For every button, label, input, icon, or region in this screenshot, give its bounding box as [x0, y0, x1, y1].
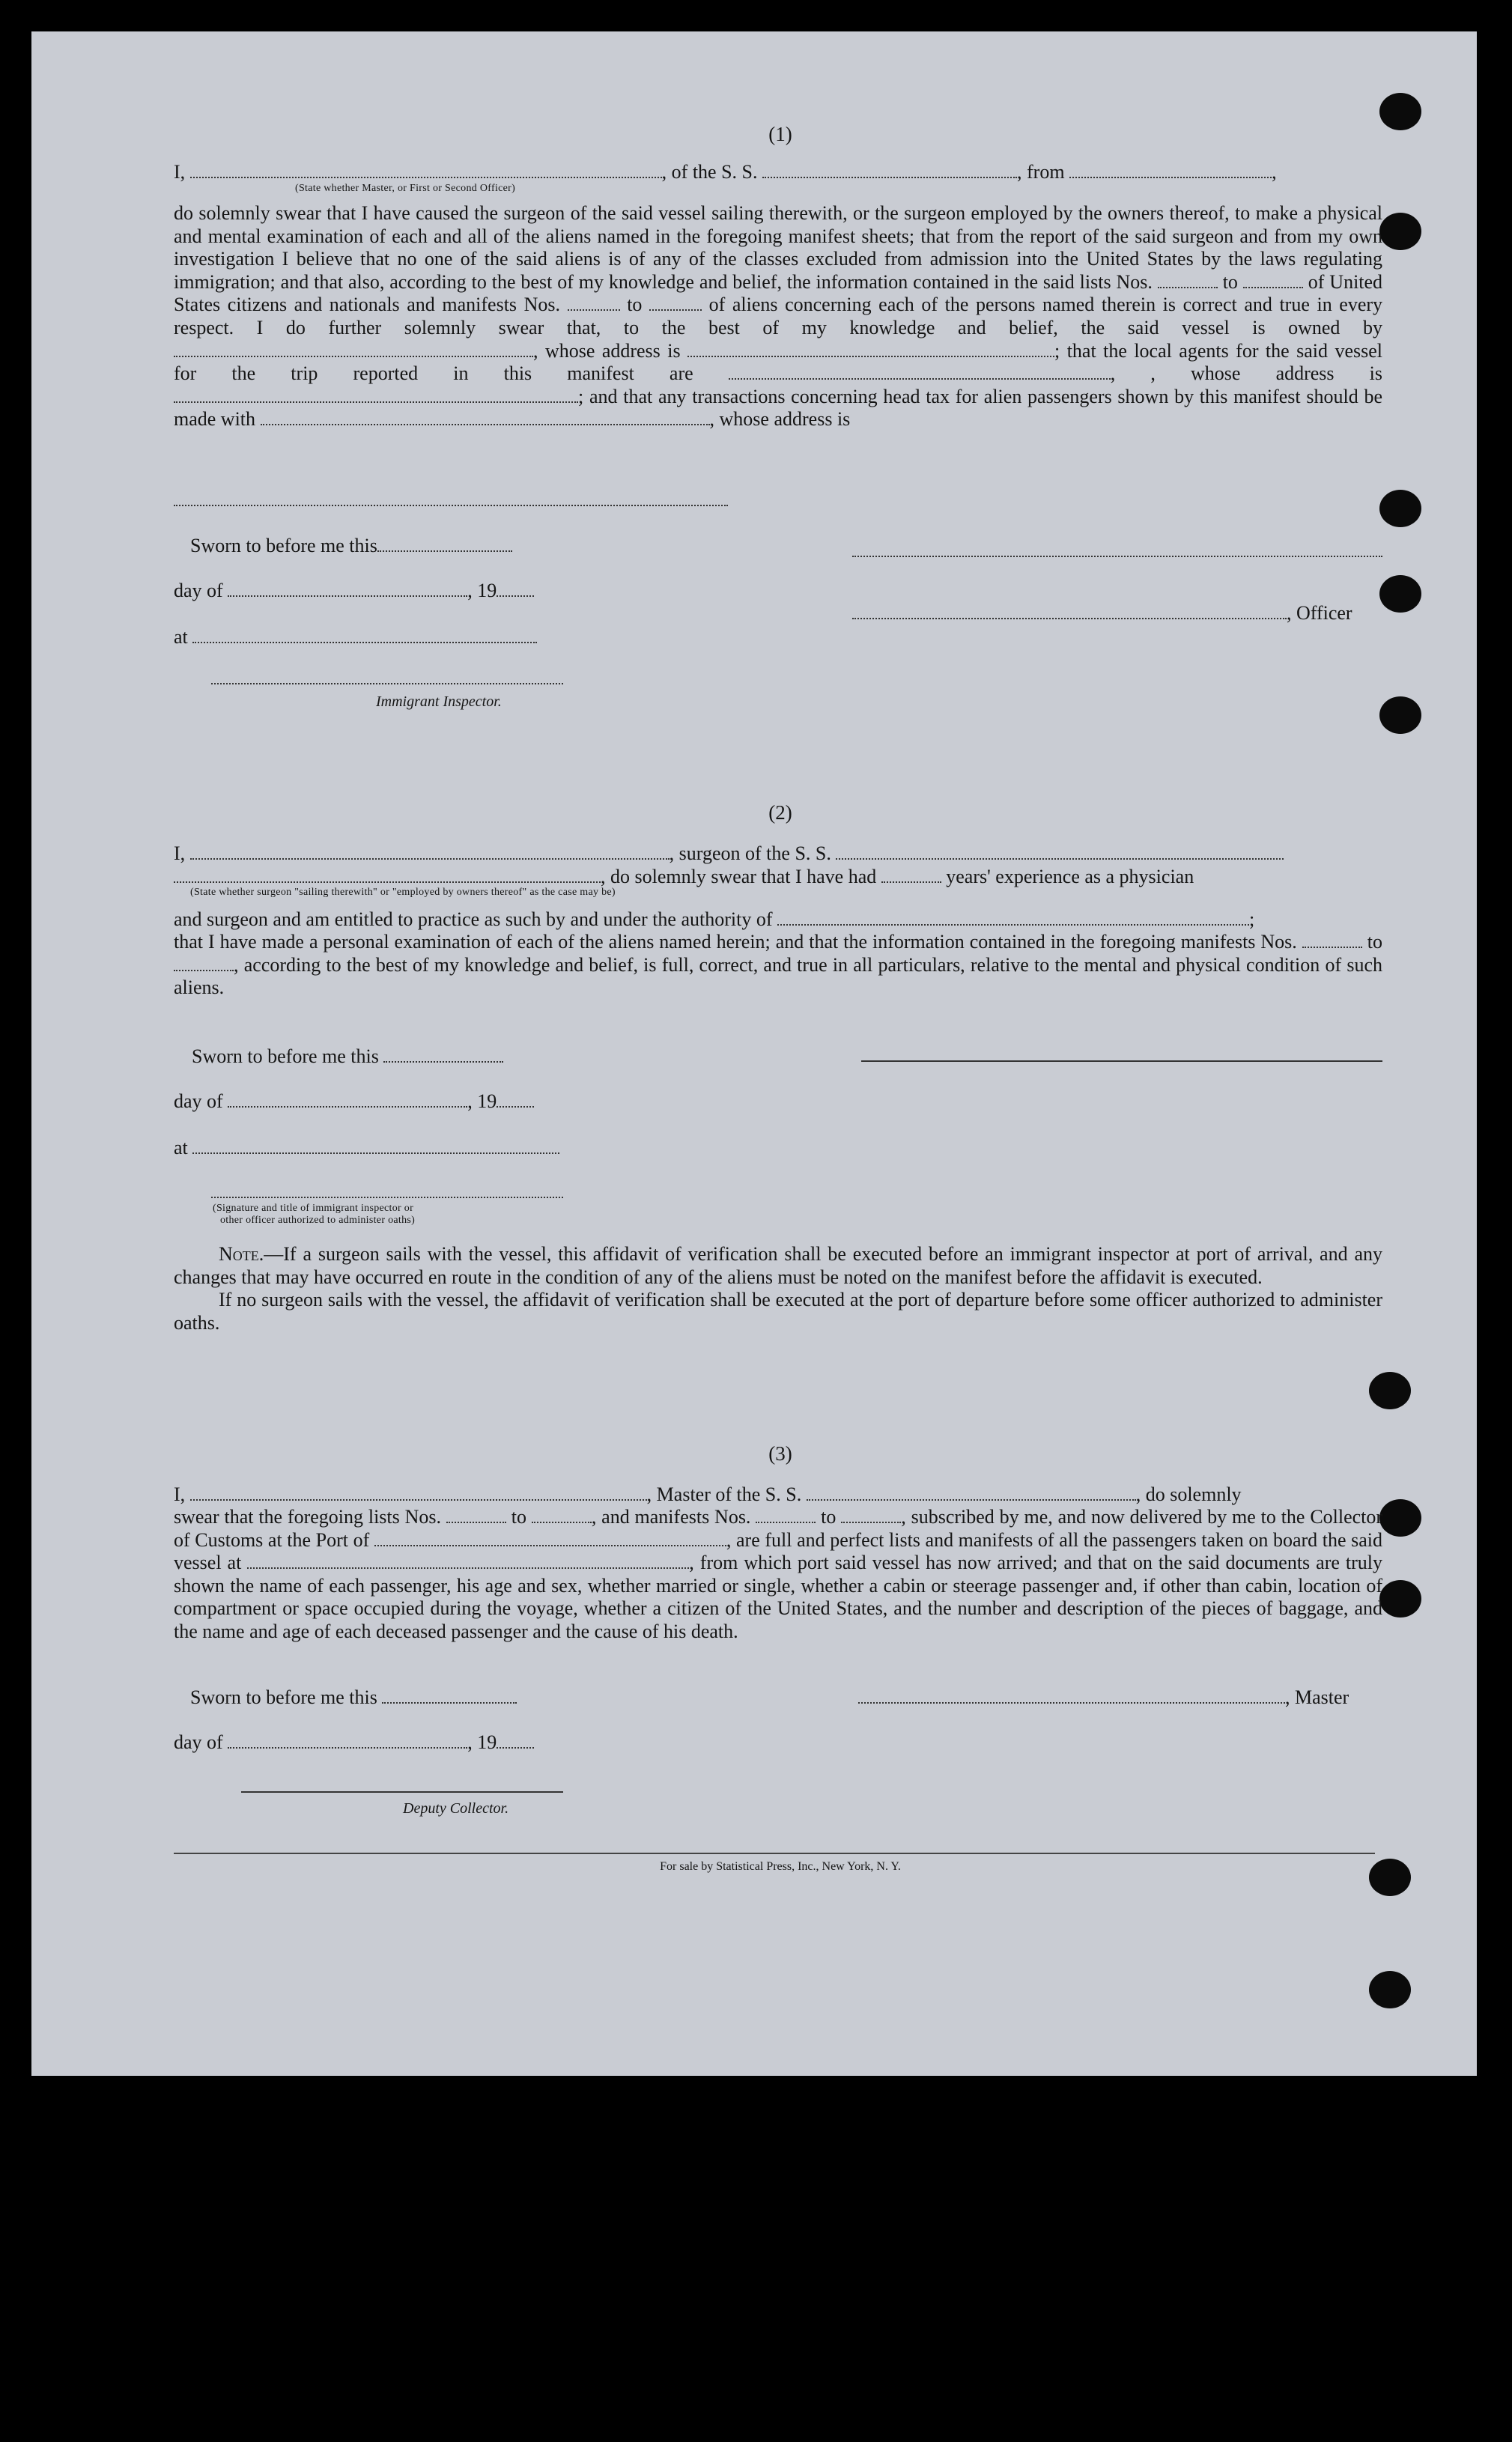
sworn-year-field[interactable] — [497, 580, 534, 597]
section-2-line-1: I, , surgeon of the S. S. — [174, 842, 1382, 865]
surgeon-sworn-month-field[interactable] — [228, 1091, 467, 1108]
officer-signature-line-1[interactable] — [852, 556, 1382, 557]
oath-text-b: of United States citizens and nationals and manifests Nos. — [174, 270, 1383, 316]
master-manifests-to-field[interactable] — [841, 1507, 901, 1523]
section-1-number: (1) — [768, 123, 792, 145]
manifests-to-field[interactable] — [649, 294, 702, 311]
section-2-text: that I have made a personal examination of each of the aliens named herein; and that the information contained in the foregoing manifests Nos. to , according to the best of my knowledge and belief, is full, correct, and true in all particulars, relative to the mental and physical condition of such aliens. — [174, 931, 1383, 999]
section-2-state-caption: (State whether surgeon "sailing therewith" or "employed by owners thereof" as the case may be) — [190, 887, 616, 898]
oath-text-d: , whose address is — [533, 339, 681, 362]
section-1-line-1: I, , of the S. S. , from , — [174, 161, 1277, 183]
binder-hole — [1369, 1971, 1411, 2008]
oath-text-a: do solemnly swear that I have caused the surgeon of the said vessel sailing therewith, or the surgeon employed by the owners thereof, to make a physical and mental examination of each and all of the aliens named in the foregoing manifest sheets; that from the report of the said surgeon and from my own investigation I believe that no one of the said aliens is of any of the classes excluded from admission into the United States by the laws regulating immigration; and that also, according to the best of my knowledge and belief, the information contained in the said lists Nos. — [174, 202, 1382, 293]
section-2-day-of: day of , 19 — [174, 1090, 534, 1113]
section-3-sworn: Sworn to before me this — [190, 1686, 517, 1709]
agents-address-field[interactable] — [174, 386, 578, 403]
section-3-master: , Master — [858, 1686, 1349, 1709]
section-3-line-1: I, , Master of the S. S. , do solemnly — [174, 1483, 1242, 1505]
lists-to-field[interactable] — [1243, 272, 1303, 288]
master-name-field[interactable] — [190, 162, 662, 178]
sworn-month-field[interactable] — [228, 580, 467, 597]
section-1-i: I, — [174, 161, 186, 183]
oath-text-h: , whose address is — [709, 408, 851, 431]
section-1-oath-text: do solemnly swear that I have caused the surgeon of the said vessel sailing therewith, or the surgeon employed by the owners thereof, to make a physical and mental examination of each and all of the aliens named in the foregoing manifest sheets; that from the report of the said surgeon and from my own investigation I believe that no one of the said aliens is of any of the classes excluded from admission into the United States by the laws regulating immigration; and that also, according to the best of my knowledge and belief, the information contained in the said lists Nos. to of United States citizens and nationals and manifests Nos. to of aliens concerning each of the persons named therein is correct and true in every respect. I do further solemnly swear that, to the best of my knowledge and belief, the said vessel is owned by , whose address is ; that the local agents for the said vessel for the trip reported in this manifest are , , whose address is ; and that any transactions concerning head tax for alien passengers shown by this manifest should be made with , whose address is — [174, 202, 1383, 431]
signature-caption-2: other officer authorized to administer oaths) — [220, 1215, 416, 1226]
surgeon-manifests-to-field[interactable] — [174, 955, 234, 971]
surgeon-manifests-from-field[interactable] — [1302, 932, 1362, 948]
ship-name-field[interactable] — [762, 162, 1017, 178]
surgeon-inspector-signature-line[interactable] — [211, 1197, 563, 1198]
binder-hole — [1379, 696, 1421, 734]
local-agents-field[interactable] — [729, 363, 1111, 380]
section-1-sworn: Sworn to before me this — [190, 535, 512, 557]
section-2-sworn: Sworn to before me this — [192, 1045, 503, 1068]
publisher-footer: For sale by Statistical Press, Inc., New York, N. Y. — [660, 1860, 901, 1873]
inspector-signature-line[interactable] — [211, 683, 563, 684]
surgeon-signature-line[interactable] — [861, 1060, 1382, 1062]
sworn-day-field[interactable] — [377, 535, 512, 552]
section-3-day-of: day of , 19 — [174, 1731, 534, 1754]
master-sworn-month-field[interactable] — [228, 1732, 467, 1749]
deputy-collector-caption: Deputy Collector. — [403, 1800, 509, 1817]
section-2-number: (2) — [768, 801, 792, 824]
master-manifests-from-field[interactable] — [756, 1507, 816, 1523]
oath-text-c: of aliens concerning each of the persons named therein is correct and true in every respect. I do further solemnly swear that, to the best of my knowledge and belief, the said vessel is owned by — [174, 294, 1383, 338]
form-sheet — [31, 31, 1477, 2076]
oath-text-e: ; that the local agents for the said vessel for the trip reported in this manifest are — [174, 339, 1382, 385]
section-2-line-2: , do solemnly swear that I have had years' experience as a physician — [174, 865, 1382, 888]
head-tax-agent-field[interactable] — [261, 409, 710, 425]
from-label: , from — [1017, 161, 1065, 183]
lists-from-field[interactable] — [1158, 272, 1218, 288]
to-label: to — [1222, 270, 1238, 293]
manifests-from-field[interactable] — [568, 294, 620, 311]
footer-rule — [174, 1853, 1375, 1854]
surgeon-sworn-day-field[interactable] — [383, 1046, 503, 1063]
surgeon-sworn-place-field[interactable] — [192, 1138, 559, 1154]
master-lists-from-field[interactable] — [446, 1507, 506, 1523]
note-label: Note. — [219, 1243, 264, 1265]
section-2-at: at — [174, 1137, 559, 1159]
years-experience-field[interactable] — [881, 866, 941, 883]
binder-hole — [1379, 1580, 1421, 1618]
surgeon-name-field[interactable] — [190, 843, 670, 860]
section-1-officer: , Officer — [852, 602, 1352, 625]
from-port-field[interactable] — [1069, 162, 1272, 178]
section-1-day-of: day of , 19 — [174, 580, 534, 602]
binder-hole — [1369, 1372, 1411, 1409]
officer-signature-line-2[interactable] — [852, 603, 1287, 619]
surgeon-ship-field[interactable] — [836, 843, 1284, 860]
master-signature-line[interactable] — [858, 1687, 1285, 1704]
address-continuation-line[interactable] — [174, 505, 728, 506]
owner-address-field[interactable] — [687, 341, 1054, 357]
binder-hole — [1379, 490, 1421, 527]
binder-hole — [1379, 1499, 1421, 1537]
master-3-name-field[interactable] — [190, 1484, 647, 1501]
binder-hole — [1379, 213, 1421, 250]
note-text: —If a surgeon sails with the vessel, this affidavit of verification shall be executed before an immigrant inspector at port of arrival, and any changes that may have occurred en route in the condition of any of the aliens must be noted on the manifest before the affidavit is executed. — [174, 1243, 1382, 1288]
surgeon-status-field[interactable] — [174, 866, 601, 883]
oath-text-f: , whose address is — [1150, 362, 1382, 385]
section-2-note — [174, 1243, 1382, 1334]
authority-field[interactable] — [777, 909, 1249, 926]
ship-3-name-field[interactable] — [807, 1484, 1136, 1501]
section-1-state-caption: (State whether Master, or First or Second Officer) — [295, 183, 516, 194]
master-sworn-year-field[interactable] — [497, 1732, 534, 1749]
section-2-line-3: and surgeon and am entitled to practice as such by and under the authority of ; — [174, 908, 1255, 930]
deputy-collector-signature-line[interactable] — [241, 1791, 563, 1793]
sworn-place-field[interactable] — [192, 627, 537, 643]
immigrant-inspector-caption: Immigrant Inspector. — [376, 693, 502, 710]
signature-caption-1: (Signature and title of immigrant inspector or — [213, 1203, 414, 1214]
port-field[interactable] — [374, 1530, 726, 1546]
departure-port-field[interactable] — [247, 1552, 689, 1569]
oath-text-g: ; and that any transactions concerning head tax for alien passengers shown by this manifest should be made with — [174, 385, 1382, 431]
section-3-number: (3) — [768, 1442, 792, 1465]
to-label: to — [627, 294, 643, 316]
section-3-text: swear that the foregoing lists Nos. to , and manifests Nos. to , subscribed by me, and now delivered by me to the Collector of Customs at the Port of , are full and perfect lists and manifests of all the passengers taken on board the said vessel at , from which port said vessel has now arrived; and that on the said documents are truly shown the name of each passenger, his age and sex, whether married or single, whether a cabin or steerage passenger and, if other than cabin, location of compartment or space occupied during the voyage, whether a citizen of the United States, and the number and description of the pieces of baggage, and the name and age of each deceased passenger and the cause of his death. — [174, 1506, 1383, 1642]
of-the-ss-label: , of the S. S. — [661, 161, 758, 183]
master-sworn-day-field[interactable] — [382, 1687, 517, 1704]
master-lists-to-field[interactable] — [532, 1507, 592, 1523]
binder-hole — [1379, 575, 1421, 613]
surgeon-sworn-year-field[interactable] — [497, 1091, 534, 1108]
section-1-at: at — [174, 626, 537, 649]
owner-field[interactable] — [174, 341, 533, 357]
note-text-2: If no surgeon sails with the vessel, the affidavit of verification shall be executed at the port of departure before some officer authorized to administer oaths. — [174, 1289, 1382, 1334]
